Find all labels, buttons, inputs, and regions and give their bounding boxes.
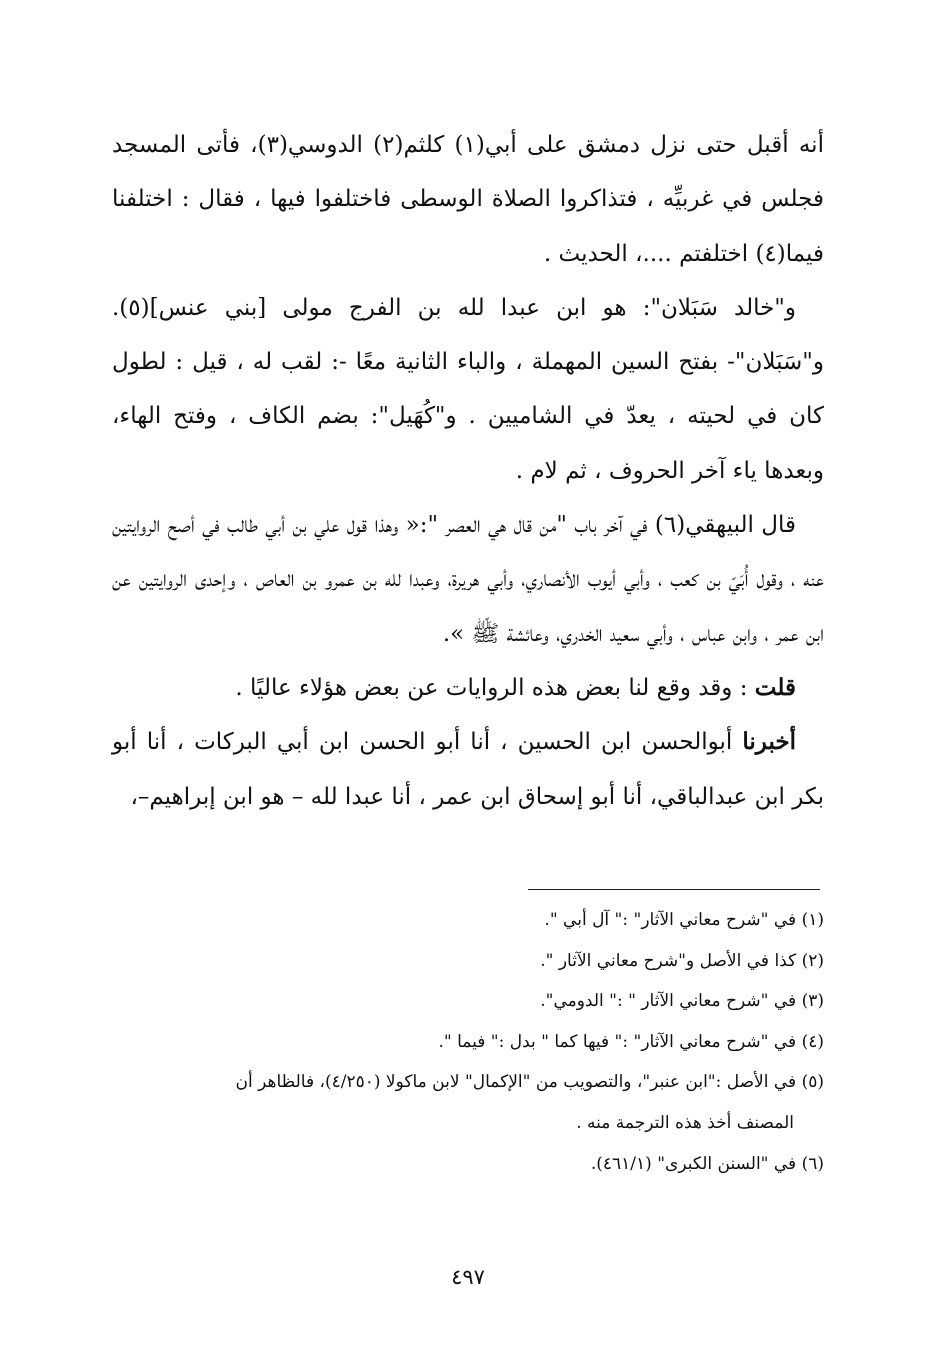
footnote-4: (٤) في "شرح معاني الآثار" :" فيها كما " بدل :" فيما ".: [438, 1031, 824, 1052]
footnote-5: (٥) في الأصل :"ابن عنبر"، والتصويب من "الإكمال" لابن ماكولا (٤/٢٥٠)، فالظاهر أن: [235, 1072, 824, 1093]
paragraph-qultu: [112, 661, 824, 715]
footnotes: [112, 900, 824, 1184]
text-line: كان في لحيته ، يعدّ في الشاميين . و"كُهَيل": بضم الكاف ، وفتح الهاء،: [112, 403, 824, 430]
paragraph-khalid-sabalan: [112, 281, 824, 498]
text-line: أبي طالب في أصح الروايتين عنه ، وقول أُبَيّ بن كعب ، وأبي أيوب: [112, 512, 824, 593]
text-line: و"خالد سَبَلان": هو ابن عبدا لله بن الفرج مولى [بني عنس](٥).: [112, 294, 796, 321]
lead-word: أخبرنا: [742, 728, 796, 756]
text-line: أبوالحسن ابن الحسين ، أنا أبو الحسن ابن أبي البركات ، أنا أبو: [112, 729, 743, 756]
footnote-6: (٦) في "السنن الكبرى" (٤٦١/١).: [590, 1153, 824, 1174]
text-line: قال البيهقي(٦) في آخر باب "من قال هي العصر ":« وهذا قول علي بن: [292, 512, 796, 539]
paragraph-continuation: [112, 118, 824, 281]
text-line: و"سَبَلان"- بفتح السين المهملة ، والباء الثانية معًا -: لقب له ، قيل : لطول: [112, 349, 824, 376]
footnote-1: (١) في "شرح معاني الآثار" :" آل أبي ".: [544, 910, 824, 930]
main-text: [112, 118, 824, 824]
text-run: : وقد وقع لنا بعض هذه الروايات عن بعض هؤلاء عاليًا .: [235, 674, 755, 701]
text-line: بكر ابن عبدالباقي، أنا أبو إسحاق ابن عمر ، أنا عبدا لله – هو ابن إبراهيم–،: [130, 783, 824, 810]
text-line: أنه أقبل حتى نزل دمشق على أبي(١) كلثم(٢) الدوسي(٣)، فأتى المسجد فجلس: [112, 132, 825, 213]
paragraph-akhbarana: [112, 715, 824, 824]
footnote-3: (٣) في "شرح معاني الآثار " :" الدومي".: [540, 991, 824, 1012]
text-line: الأنصاري، وأبي هريرة، وعبدا لله بن عمرو بن العاص ، وإحدى الروايتين عن: [112, 566, 580, 593]
lead-word: قلت: [754, 673, 796, 701]
footnote-2: (٢) كذا في الأصل و"شرح معاني الآثار ".: [540, 950, 824, 971]
text-line: في غربيِّه ، فتذاكروا الصلاة الوسطى فاختلفوا فيها ، فقال : اختلفنا فيما(٤): [112, 186, 824, 267]
paragraph-bayhaqi: [112, 498, 824, 661]
footnote-5-continuation: المصنف أخذ هذه الترجمة منه .: [576, 1112, 794, 1133]
text-line: اختلفتم ....، الحديث .: [543, 240, 749, 267]
footnote-divider: [528, 889, 820, 890]
text-line: وبعدها ياء آخر الحروف ، ثم لام .: [515, 457, 824, 484]
text-line: ابن عمر ، وابن عباس ، وأبي سعيد الخدري، وعائشة ﷺ ».: [442, 620, 824, 647]
page-number: ٤٩٧: [451, 1265, 485, 1289]
